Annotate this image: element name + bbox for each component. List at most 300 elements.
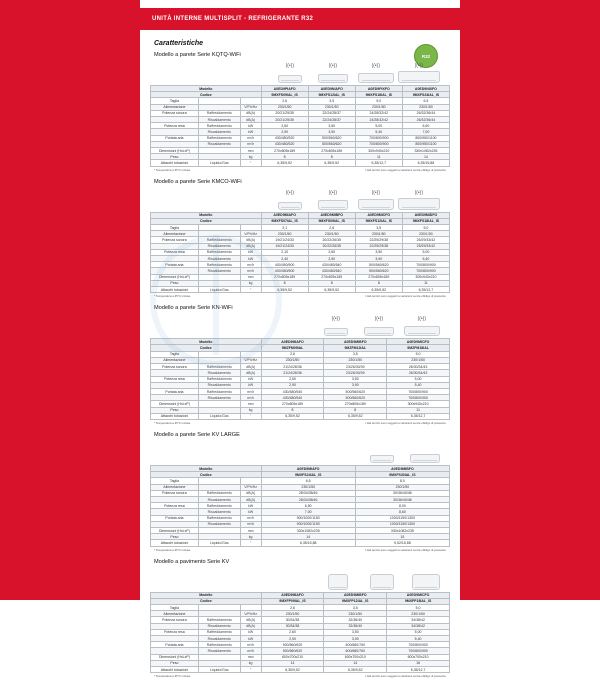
cell-value: 32/36/40	[324, 623, 387, 629]
product-illustration	[154, 441, 446, 463]
unit-image	[364, 327, 394, 336]
column-model: 9MZFM09IAL	[261, 345, 324, 351]
cell-value: 2,6	[261, 351, 324, 357]
row-label: Potenza sonora	[151, 490, 199, 496]
column-code: A0ED9MIBFO	[324, 339, 387, 345]
spec-section	[150, 52, 450, 172]
row-unit: kg	[240, 407, 261, 413]
column-code: A0ED9MIAFO	[261, 339, 324, 345]
cell-value: 6,35/12,7	[387, 667, 450, 673]
row-unit: V/Ph/Hz	[240, 357, 261, 363]
column-code: A0ED9MIAFO	[261, 592, 324, 598]
cell-value: 500/560/620	[308, 141, 355, 147]
row-unit: m³/h	[240, 141, 261, 147]
row-unit: dB(A)	[240, 243, 261, 249]
row-sublabel: Raffreddamento	[198, 642, 240, 648]
cell-value: 8	[308, 280, 355, 286]
cell-value: 28/34/38/46	[261, 490, 355, 496]
row-unit: "	[240, 413, 261, 419]
cell-value: 1000/1150/1300	[355, 521, 449, 527]
cell-value: 230/1/50	[402, 104, 449, 110]
row-label: Peso	[151, 154, 199, 160]
row-unit: m³/h	[240, 388, 261, 394]
sections-container	[150, 52, 450, 678]
row-unit: m³/h	[240, 395, 261, 401]
cell-value: 500/560/620	[261, 642, 324, 648]
row-unit: dB(A)	[240, 364, 261, 370]
row-label: Portata aria	[151, 642, 199, 648]
column-code: A0ED9MICFO	[355, 212, 402, 218]
cell-value: 3,50	[324, 376, 387, 382]
cell-value: 700/800/900	[355, 135, 402, 141]
cell-value: 400/450/500	[261, 268, 308, 274]
footnote-left: * Temperatura a 35°C incluse	[154, 420, 191, 425]
cell-value: 6,50	[261, 503, 355, 509]
row-unit: V/Ph/Hz	[240, 484, 261, 490]
spec-table	[150, 85, 450, 167]
row-unit: kW	[240, 635, 261, 641]
cell-value: 270x805x189	[308, 148, 355, 154]
column-code: A0ED9MIDFO	[402, 212, 449, 218]
cell-value: 8	[355, 280, 402, 286]
header-modello: Modello	[151, 465, 262, 471]
column-model: 9MXFS07IAL_IS	[261, 218, 308, 224]
footnote-right: I dati tecnici sono soggetti a variazioni senza obbligo di preavviso	[365, 547, 446, 552]
cell-value: 6,35/9,52	[308, 160, 355, 166]
cell-value: 6,50	[402, 123, 449, 129]
cell-value: 230/1/50	[402, 231, 449, 237]
cell-value: 600/680/760	[324, 642, 387, 648]
row-unit: dB(A)	[240, 370, 261, 376]
column-model: 9MXFS09IAL_IS	[261, 92, 308, 98]
row-unit: m³/h	[240, 642, 261, 648]
row-label: Potenza resa	[151, 503, 199, 509]
row-sublabel: Raffreddamento	[198, 110, 240, 116]
row-unit: kW	[240, 123, 261, 129]
document-header	[140, 8, 460, 30]
cell-value: 16	[387, 660, 450, 666]
footnote	[154, 294, 446, 298]
column-model: 9MZFM18IAL	[387, 345, 450, 351]
wifi-icon: ((•))	[285, 189, 294, 196]
row-sublabel: Liquido/Gas	[198, 413, 240, 419]
row-unit: m³/h	[240, 262, 261, 268]
row-label: Peso	[151, 407, 199, 413]
row-sublabel: Riscaldamento	[198, 496, 240, 502]
cell-value: 14	[324, 660, 387, 666]
cell-value: 800/950/1100	[402, 141, 449, 147]
cell-value: 8	[261, 407, 324, 413]
cell-value: 2,40	[261, 256, 308, 262]
row-sublabel: Riscaldamento	[198, 243, 240, 249]
row-unit: m³/h	[240, 515, 261, 521]
datasheet	[140, 0, 460, 679]
section-title: Modello a parete Serie KN-WiFi	[154, 305, 233, 312]
cell-value: 700/800/900	[387, 388, 450, 394]
table-row	[151, 667, 450, 673]
row-label: Peso	[151, 660, 199, 666]
cell-value: 3,5	[324, 351, 387, 357]
cell-value: 19/21/24/33	[261, 243, 308, 249]
cell-value: 230/1/50	[355, 104, 402, 110]
row-label: Attacchi tubazioni	[151, 160, 199, 166]
cell-value: 230/1/50	[261, 611, 324, 617]
cell-value: 25/29/33/42	[402, 237, 449, 243]
cell-value: 30/34/38	[261, 617, 324, 623]
cell-value: 230/1/50	[324, 611, 387, 617]
footnote-right: I dati tecnici sono soggetti a variazioni senza obbligo di preavviso	[365, 420, 446, 425]
cell-value: 2,90	[308, 256, 355, 262]
row-sublabel: Riscaldamento	[198, 395, 240, 401]
section-title: Modello a parete Serie KV LARGE	[154, 431, 240, 438]
cell-value: 500/560/620	[324, 388, 387, 394]
row-unit: V/Ph/Hz	[240, 611, 261, 617]
row-label: Dimensioni (HxLxP)	[151, 274, 199, 280]
row-sublabel: Riscaldamento	[198, 141, 240, 147]
row-unit: dB(A)	[240, 117, 261, 123]
cell-value: 6,35/9,52	[261, 287, 308, 293]
header-codice: Codice	[151, 218, 262, 224]
cell-value: 8,00	[355, 503, 449, 509]
cell-value: 500/560/620	[355, 262, 402, 268]
row-unit: "	[240, 160, 261, 166]
row-sublabel: Raffreddamento	[198, 388, 240, 394]
cell-value: 30/34/38	[261, 623, 324, 629]
unit-image	[318, 200, 348, 209]
cell-value: 22/25/29/38	[355, 243, 402, 249]
cell-value: 5,40	[387, 635, 450, 641]
row-sublabel: Riscaldamento	[198, 648, 240, 654]
row-label: Peso	[151, 534, 199, 540]
table-row	[151, 287, 450, 293]
spec-table	[150, 465, 450, 547]
cell-value: 7,00	[261, 509, 355, 515]
column-code: A0ED9MICFO	[387, 592, 450, 598]
row-unit: kW	[240, 249, 261, 255]
row-unit: V/Ph/Hz	[240, 231, 261, 237]
row-label: Taglia	[151, 604, 199, 610]
cell-value: 5,0	[355, 98, 402, 104]
row-label: Dimensioni (HxLxP)	[151, 148, 199, 154]
table-row	[151, 540, 450, 546]
unit-image	[328, 574, 348, 590]
header-modello: Modello	[151, 86, 262, 92]
row-sublabel: Liquido/Gas	[198, 160, 240, 166]
wifi-icon: ((•))	[371, 189, 380, 196]
row-label: Taglia	[151, 351, 199, 357]
column-model: 9MXFS18IAL_IS	[355, 92, 402, 98]
row-label: Taglia	[151, 225, 199, 231]
header-codice: Codice	[151, 598, 262, 604]
cell-value: 230/1/50	[324, 357, 387, 363]
row-unit: dB(A)	[240, 110, 261, 116]
row-unit: dB(A)	[240, 490, 261, 496]
page-title: Caratteristiche	[154, 40, 204, 47]
cell-value: 20/21/25/35	[261, 110, 308, 116]
row-unit: kW	[240, 129, 261, 135]
cell-value: 230/1/50	[261, 484, 355, 490]
cell-value: 800/950/1100	[402, 135, 449, 141]
cell-value: 700/800/900	[355, 141, 402, 147]
column-model: 9MXFP09IAL_IS	[261, 598, 324, 604]
cell-value: 8	[261, 280, 308, 286]
header-modello: Modello	[151, 339, 262, 345]
row-unit: dB(A)	[240, 237, 261, 243]
cell-value: 6,35/9,52	[308, 287, 355, 293]
row-sublabel: Raffreddamento	[198, 617, 240, 623]
row-label: Potenza sonora	[151, 364, 199, 370]
cell-value: 5,40	[402, 256, 449, 262]
section-title: Modello a parete Serie KQTQ-WiFi	[154, 52, 241, 58]
cell-value: 3,90	[324, 382, 387, 388]
row-unit: "	[240, 540, 261, 546]
cell-value: 300x940x210	[355, 148, 402, 154]
cell-value: 3,50	[355, 249, 402, 255]
cell-value: 22/25/29/38	[355, 237, 402, 243]
row-unit: kW	[240, 503, 261, 509]
row-unit: dB(A)	[240, 623, 261, 629]
unit-image	[278, 75, 302, 83]
cell-value: 6,35/9,52	[261, 667, 324, 673]
row-sublabel: Riscaldamento	[198, 117, 240, 123]
cell-value: 23/26/30/39	[324, 364, 387, 370]
row-sublabel: Riscaldamento	[198, 370, 240, 376]
row-unit: mm	[240, 401, 261, 407]
cell-value: 7,00	[402, 129, 449, 135]
row-unit: kg	[240, 660, 261, 666]
unit-image	[278, 202, 302, 210]
cell-value: 430/480/540	[261, 388, 324, 394]
cell-value: 22/24/28/37	[308, 110, 355, 116]
row-sublabel: Raffreddamento	[198, 515, 240, 521]
row-label: Potenza sonora	[151, 237, 199, 243]
spec-table	[150, 212, 450, 294]
wifi-icon: ((•))	[417, 316, 426, 323]
cell-value: 6,35/9,52	[324, 413, 387, 419]
column-model: 9MXFS24IAL_IS	[402, 92, 449, 98]
row-sublabel: Raffreddamento	[198, 249, 240, 255]
cell-value: 8	[324, 407, 387, 413]
row-unit: m³/h	[240, 268, 261, 274]
cell-value: 2,6	[308, 225, 355, 231]
unit-image	[370, 455, 394, 463]
spec-section	[150, 432, 450, 552]
row-sublabel: Liquido/Gas	[198, 287, 240, 293]
cell-value: 26/30/34/43	[387, 370, 450, 376]
row-label: Attacchi tubazioni	[151, 287, 199, 293]
table-row	[151, 413, 450, 419]
row-unit: kW	[240, 509, 261, 515]
cell-value: 11	[402, 280, 449, 286]
cell-value: 230/1/50	[261, 357, 324, 363]
cell-value: 500/560/620	[324, 395, 387, 401]
section-title: Modello a pavimento Serie KV	[154, 558, 230, 565]
column-model: 9MZFM12IAL	[324, 345, 387, 351]
cell-value: 2,1	[261, 225, 308, 231]
unit-image	[318, 74, 348, 83]
column-code: A0ED9MIAFO	[261, 465, 355, 471]
column-code: A0ED9PIAFO	[261, 86, 308, 92]
row-unit: mm	[240, 148, 261, 154]
row-unit: m³/h	[240, 648, 261, 654]
header-modello: Modello	[151, 212, 262, 218]
cell-value: 30/36/40/48	[355, 496, 449, 502]
column-code: A0ED9MIAFO	[261, 212, 308, 218]
cell-value: 430/480/540	[261, 395, 324, 401]
cell-value: 430/480/520	[261, 141, 308, 147]
row-label: Potenza resa	[151, 629, 199, 635]
cell-value: 23/26/30/39	[324, 370, 387, 376]
spec-section	[150, 305, 450, 425]
row-unit: kg	[240, 534, 261, 540]
cell-value: 5,00	[387, 376, 450, 382]
cell-value: 24/28/32/42	[355, 110, 402, 116]
row-sublabel: Raffreddamento	[198, 503, 240, 509]
cell-value: 1000/1150/1300	[355, 515, 449, 521]
cell-value: 3,5	[308, 98, 355, 104]
cell-value: 400/450/500	[261, 262, 308, 268]
row-unit: m³/h	[240, 521, 261, 527]
cell-value: 11	[355, 154, 402, 160]
cell-value: 270x805x189	[355, 274, 402, 280]
column-model: 9MXFS12IAL_IS	[308, 92, 355, 98]
cell-value: 15	[355, 534, 449, 540]
cell-value: 9,52/15,88	[355, 540, 449, 546]
cell-value: 5,0	[387, 604, 450, 610]
row-unit: dB(A)	[240, 496, 261, 502]
cell-value: 24/28/32/42	[355, 117, 402, 123]
column-model: 9MXFS24IAL_IS	[261, 472, 355, 478]
row-sublabel: Riscaldamento	[198, 256, 240, 262]
row-unit: kg	[240, 280, 261, 286]
cell-value: 32/36/40	[324, 617, 387, 623]
cell-value: 8	[261, 154, 308, 160]
row-label: Potenza sonora	[151, 617, 199, 623]
cell-value: 20/22/26/35	[308, 237, 355, 243]
row-sublabel: Raffreddamento	[198, 262, 240, 268]
cell-value: 6,35/12,7	[355, 160, 402, 166]
cell-value: 20/21/25/35	[261, 117, 308, 123]
cell-value: 5,00	[355, 123, 402, 129]
cell-value: 8,0	[355, 478, 449, 484]
column-model: 9MXFP18IAL_IS	[387, 598, 450, 604]
column-model: 9MXFS18IAL_IS	[402, 218, 449, 224]
row-sublabel: Riscaldamento	[198, 509, 240, 515]
cell-value: 5,00	[387, 629, 450, 635]
row-label: Potenza resa	[151, 249, 199, 255]
cell-value: 330x1082x235	[355, 527, 449, 533]
column-model: 9MXFS12IAL_IS	[355, 218, 402, 224]
cell-value: 330x1082x235	[261, 527, 355, 533]
header-modello: Modello	[151, 592, 262, 598]
cell-value: 6,35/9,52	[261, 160, 308, 166]
row-sublabel: Liquido/Gas	[198, 667, 240, 673]
column-model: 9MXFP12IAL_IS	[324, 598, 387, 604]
row-label: Taglia	[151, 478, 199, 484]
cell-value: 5,40	[355, 129, 402, 135]
unit-image	[404, 326, 440, 336]
column-code: A0ED9MIBFO	[308, 212, 355, 218]
footnote-right: I dati tecnici sono soggetti a variazioni senza obbligo di preavviso	[365, 167, 446, 172]
row-unit: dB(A)	[240, 617, 261, 623]
footnote-right: I dati tecnici sono soggetti a variazioni senza obbligo di preavviso	[365, 674, 446, 679]
cell-value: 26/32/36/44	[402, 117, 449, 123]
cell-value: 2,60	[261, 123, 308, 129]
cell-value: 2,6	[261, 98, 308, 104]
cell-value: 3,5	[355, 225, 402, 231]
row-sublabel: Liquido/Gas	[198, 540, 240, 546]
row-label: Attacchi tubazioni	[151, 540, 199, 546]
cell-value: 300x940x210	[402, 274, 449, 280]
cell-value: 2,10	[261, 249, 308, 255]
row-label: Dimensioni (HxLxP)	[151, 527, 199, 533]
row-label: Dimensioni (HxLxP)	[151, 654, 199, 660]
cell-value: 230/1/50	[308, 231, 355, 237]
cell-value: 14	[261, 534, 355, 540]
footnote-left: * Temperatura a 35°C incluse	[154, 674, 191, 679]
cell-value: 5,00	[402, 249, 449, 255]
row-label: Alimentazione	[151, 357, 199, 363]
cell-value: 20/22/26/35	[308, 243, 355, 249]
cell-value: 270x805x189	[308, 274, 355, 280]
table-row	[151, 160, 450, 166]
cell-value: 700/800/900	[387, 648, 450, 654]
cell-value: 3,90	[355, 256, 402, 262]
cell-value: 34/38/42	[387, 623, 450, 629]
spec-table	[150, 592, 450, 674]
cell-value: 900/1000/1150	[261, 521, 355, 527]
product-illustration	[154, 61, 446, 83]
cell-value: 2,90	[261, 382, 324, 388]
cell-value: 430/480/540	[308, 268, 355, 274]
row-sublabel: Raffreddamento	[198, 123, 240, 129]
cell-value: 600x700x210	[324, 654, 387, 660]
left-red-band	[0, 0, 140, 600]
wifi-icon: ((•))	[285, 63, 294, 69]
row-label: Portata aria	[151, 515, 199, 521]
section-title: Modello a parete Serie KMCO-WiFi	[154, 178, 242, 185]
column-code: A0ED9MIBFO	[324, 592, 387, 598]
cell-value: 6,5	[261, 478, 355, 484]
row-unit: m³/h	[240, 135, 261, 141]
footnote	[154, 421, 446, 425]
wifi-icon: ((•))	[371, 63, 380, 69]
header-codice: Codice	[151, 472, 262, 478]
row-label: Portata aria	[151, 262, 199, 268]
cell-value: 2,6	[261, 604, 324, 610]
cell-value: 14	[402, 154, 449, 160]
row-sublabel: Riscaldamento	[198, 382, 240, 388]
cell-value: 270x805x189	[261, 401, 324, 407]
cell-value: 6,35/15,88	[261, 540, 355, 546]
cell-value: 5,0	[402, 225, 449, 231]
unit-image	[370, 574, 394, 590]
cell-value: 2,90	[261, 129, 308, 135]
cell-value: 270x805x189	[261, 274, 308, 280]
cell-value: 230/1/50	[308, 104, 355, 110]
cell-value: 600x700x210	[387, 654, 450, 660]
cell-value: 2,60	[261, 376, 324, 382]
column-code: A0ED9PIXFO	[355, 86, 402, 92]
header-codice: Codice	[151, 92, 262, 98]
row-unit: mm	[240, 654, 261, 660]
cell-value: 230/1/50	[261, 104, 308, 110]
cell-value: 6,5	[402, 98, 449, 104]
cell-value: 8,60	[355, 509, 449, 515]
row-unit: "	[240, 287, 261, 293]
product-illustration	[154, 568, 446, 590]
column-code: A0ED9NIXFO	[402, 86, 449, 92]
